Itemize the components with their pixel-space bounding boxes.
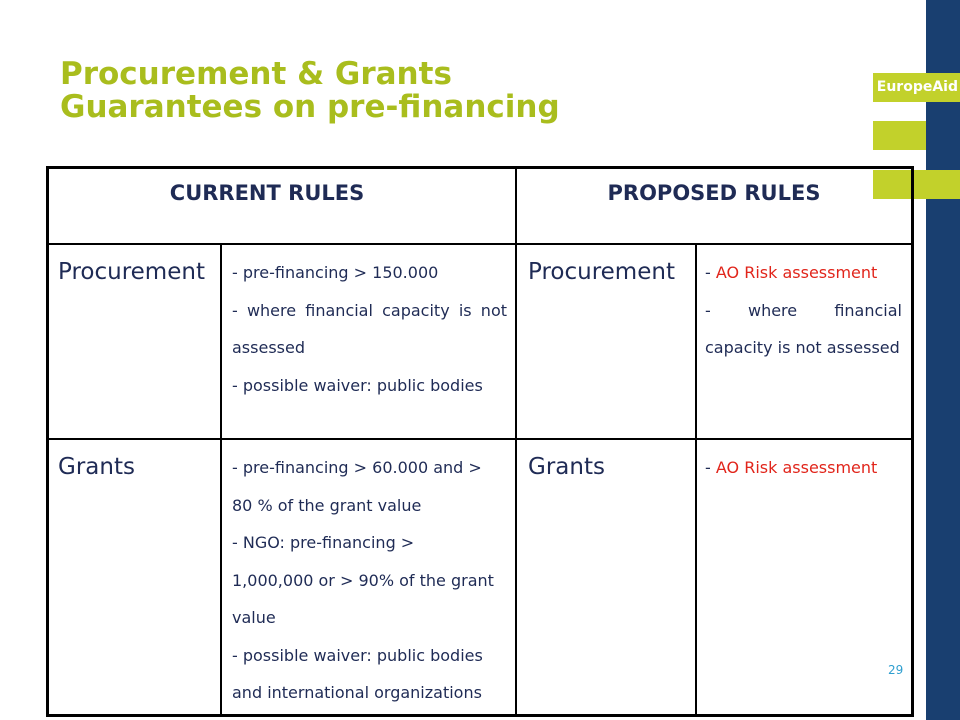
slide-title-line: Guarantees on pre-financing [60,89,560,125]
proposed-label-cell [517,245,697,440]
rule-line [705,254,902,292]
rule-line: - pre-financing > 150.000 [232,263,439,282]
row-label: Procurement [528,259,675,285]
lime-accent-block [873,121,926,150]
rule-line: - where financial [705,300,902,320]
rule-line: - NGO: pre-financing > [232,533,415,552]
row-label: Grants [58,454,135,480]
rule-line: value [232,608,276,627]
current-rules-cell [222,440,517,714]
row-label: Grants [528,454,605,480]
europeaid-logo [873,73,960,102]
rules-comparison-table [46,166,914,717]
current-label-cell [49,440,222,714]
page-number: 29 [888,663,904,677]
highlighted-rule-text: AO Risk assessment [715,458,878,477]
column-header-proposed-rules: PROPOSED RULES [517,169,911,245]
rule-dash: - [705,263,711,282]
proposed-rules-cell [697,440,911,714]
slide-title-line: Procurement & Grants [60,56,452,92]
rule-line: - pre-financing > 60.000 and > [232,458,482,477]
current-rules-cell [222,245,517,440]
proposed-label-cell [517,440,697,714]
row-label: Procurement [58,259,205,285]
rule-line: assessed [232,338,305,357]
rule-dash: - [705,458,711,477]
slide-title [60,58,560,124]
rule-line: and international organizations [232,683,482,702]
rule-line [705,449,902,487]
rule-line: 1,000,000 or > 90% of the grant [232,570,494,590]
rule-line: 80 % of the grant value [232,495,422,515]
rule-line: - where financial capacity is not [232,300,507,320]
rule-line: capacity is not assessed [705,338,900,357]
navy-side-bar [926,0,960,720]
rule-line: - possible waiver: public bodies [232,645,483,665]
rule-line: - possible waiver: public bodies [232,375,483,395]
current-label-cell [49,245,222,440]
column-header-current-rules: CURRENT RULES [49,169,517,245]
highlighted-rule-text: AO Risk assessment [715,263,878,282]
logo-text: EuropeAid [876,79,958,95]
proposed-rules-cell [697,245,911,440]
